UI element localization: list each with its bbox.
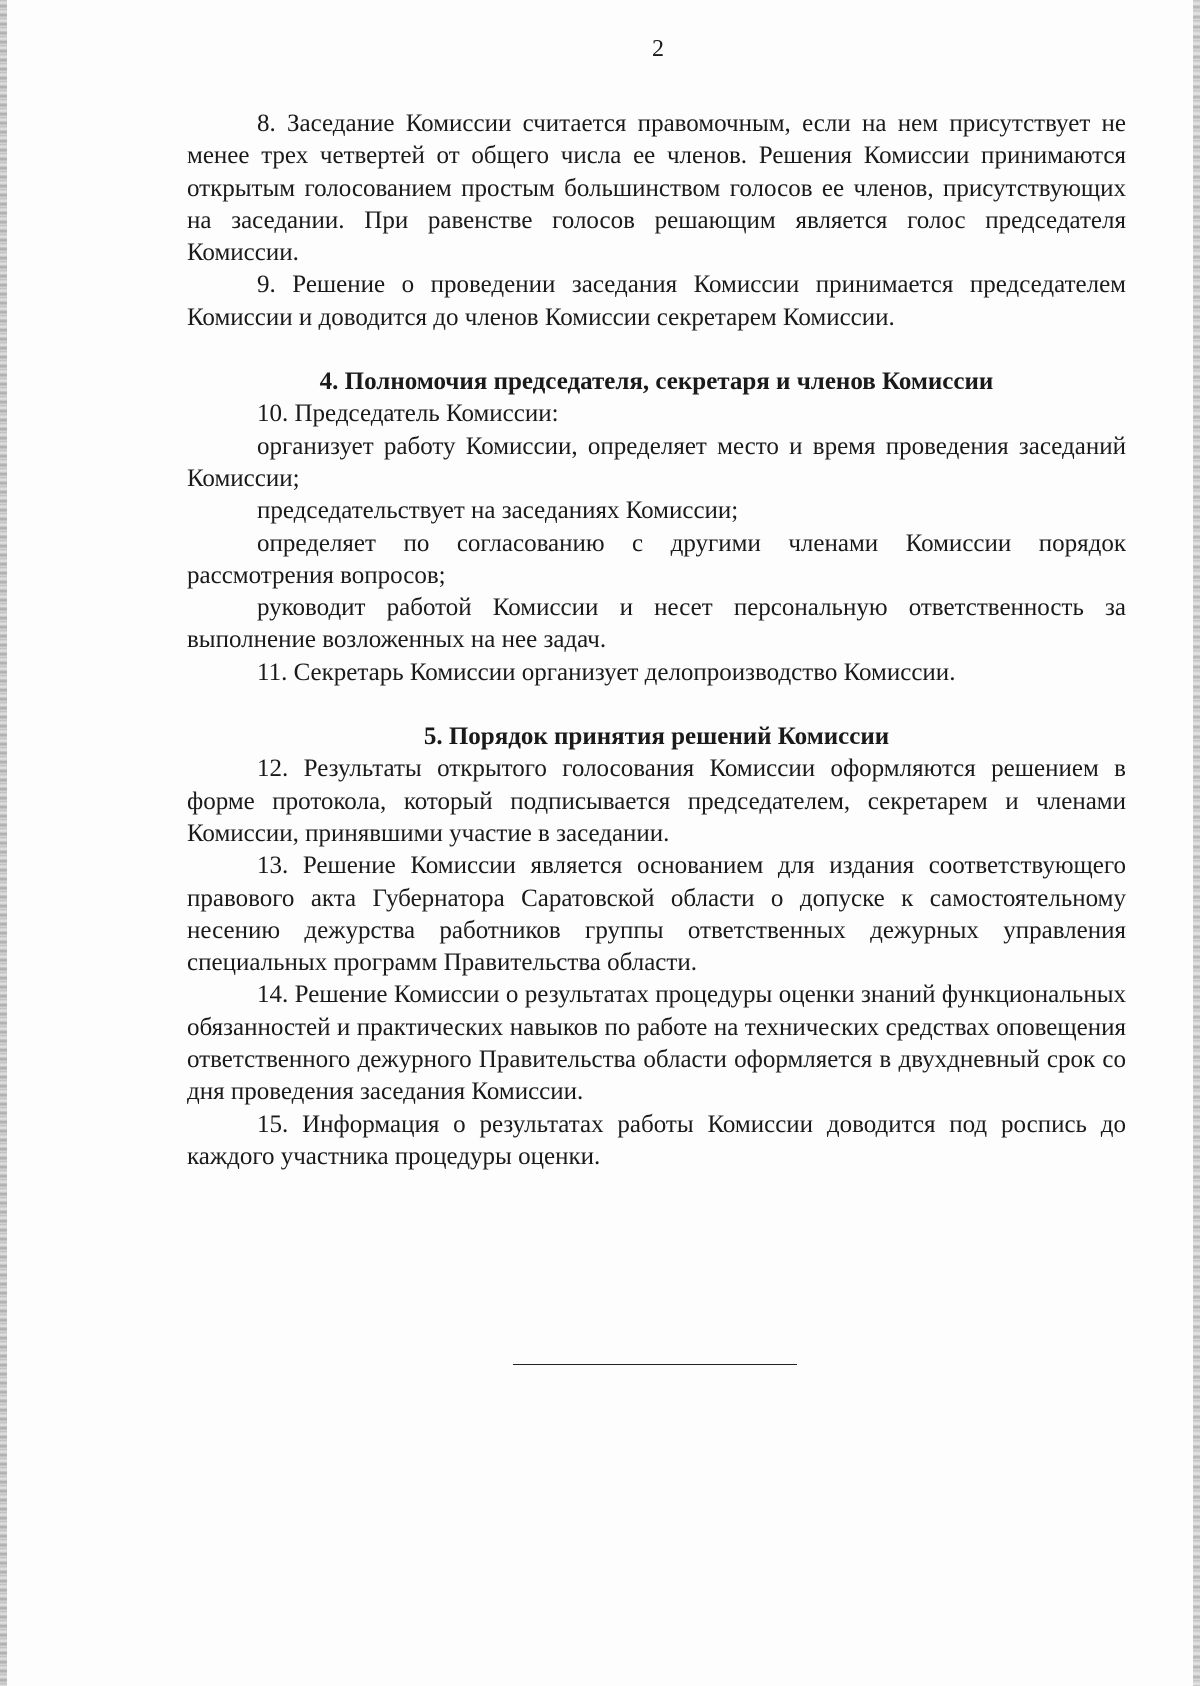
document-body bbox=[187, 108, 1126, 1173]
scan-edge-right bbox=[1193, 0, 1200, 1686]
paragraph-15: 15. Информация о результатах работы Комиссии доводится под роспись до каждого участника процедуры оценки. bbox=[187, 1110, 1126, 1170]
paragraph-10-item-4: руководит работой Комиссии и несет персональную ответственность за выполнение возложенных на нее задач. bbox=[187, 594, 1126, 654]
scan-edge-left bbox=[0, 0, 7, 1686]
paragraph-8: 8. Заседание Комиссии считается правомочным, если на нем присутствует не менее трех четвертей от общего числа ее членов. Решения Комиссии принимаются открытым голосованием простым большинством голосов ее членов, присутствующих на заседании. При равенстве голосов решающим является голос председателя Комиссии. bbox=[187, 110, 1126, 267]
paragraph-13: 13. Решение Комиссии является основанием для издания соответствующего правового акта Губернатора Саратовской области о допуске к самостоятельному несению дежурства работников группы ответственных дежурных управления специальных программ Правительства области. bbox=[187, 852, 1126, 977]
paragraph-10: 10. Председатель Комиссии: bbox=[257, 400, 559, 428]
paragraph-10-item-1: организует работу Комиссии, определяет место и время проведения заседаний Комиссии; bbox=[187, 432, 1126, 492]
end-of-document-rule bbox=[513, 1364, 797, 1365]
paragraph-10-item-3: определяет по согласованию с другими членами Комиссии порядок рассмотрения вопросов; bbox=[187, 529, 1126, 589]
section-gap bbox=[187, 689, 1126, 721]
section-4-heading: 4. Полномочия председателя, секретаря и членов Комиссии bbox=[319, 368, 994, 396]
page-number: 2 bbox=[652, 36, 664, 62]
paragraph-9: 9. Решение о проведении заседания Комиссии принимается председателем Комиссии и доводится до членов Комиссии секретарем Комиссии. bbox=[187, 271, 1126, 331]
paragraph-12: 12. Результаты открытого голосования Комиссии оформляются решением в форме протокола, который подписывается председателем, секретарем и членами Комиссии, принявшими участие в заседании. bbox=[187, 755, 1126, 847]
paragraph-10-item-2: председательствует на заседаниях Комиссии; bbox=[257, 497, 739, 525]
paragraph-14: 14. Решение Комиссии о результатах процедуры оценки знаний функциональных обязанностей и практических навыков по работе на технических средствах оповещения ответственного дежурного Правительства области оформляется в двухдневный срок со дня проведения заседания Комиссии. bbox=[187, 981, 1126, 1106]
section-gap bbox=[187, 334, 1126, 366]
section-5-heading: 5. Порядок принятия решений Комиссии bbox=[423, 723, 890, 751]
paragraph-11: 11. Секретарь Комиссии организует делопроизводство Комиссии. bbox=[257, 658, 956, 686]
